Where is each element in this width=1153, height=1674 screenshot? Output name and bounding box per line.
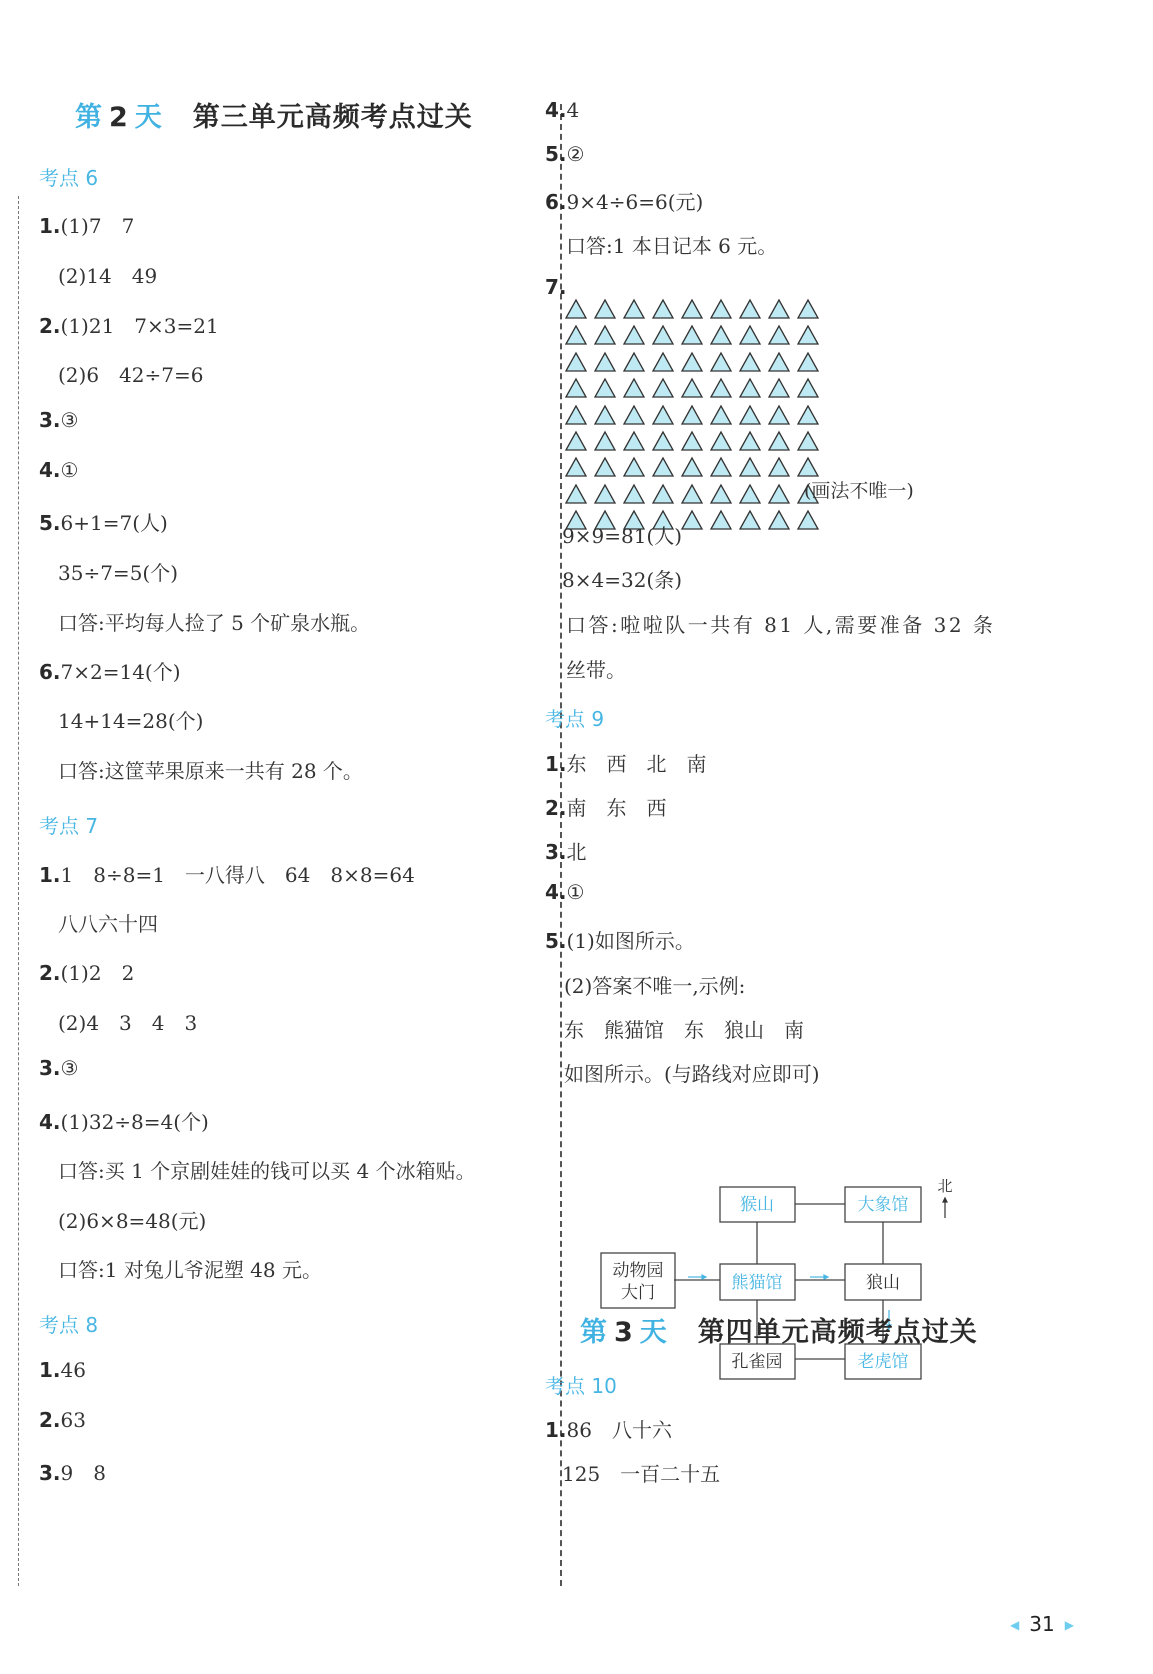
triangle-icon [563, 296, 592, 322]
triangle-icon [795, 349, 824, 375]
triangle-icon [708, 322, 737, 348]
answer-line: 口答:平均每人捡了 5 个矿泉水瓶。 [58, 611, 371, 635]
triangle-row [563, 481, 824, 507]
triangle-row [563, 296, 824, 322]
triangle-icon [766, 428, 795, 454]
triangle-icon [795, 428, 824, 454]
answer-line: 3.北 [545, 840, 587, 864]
triangle-icon [679, 296, 708, 322]
triangle-icon [766, 349, 795, 375]
triangle-icon [679, 428, 708, 454]
answer-line: 125 一百二十五 [562, 1462, 721, 1486]
triangle-row [563, 454, 824, 480]
answer-line: 2.南 东 西 [545, 796, 667, 820]
answer-line: (2)4 3 4 3 [58, 1011, 198, 1035]
triangle-icon [795, 402, 824, 428]
triangle-icon [592, 349, 621, 375]
triangle-icon [795, 375, 824, 401]
triangle-icon [679, 375, 708, 401]
answer-line: 4.① [39, 458, 79, 482]
triangle-icon [650, 402, 679, 428]
triangle-icon [737, 481, 766, 507]
triangle-icon [563, 454, 592, 480]
triangle-icon [650, 481, 679, 507]
triangle-icon [795, 507, 824, 533]
answer-line: 7. [545, 275, 567, 299]
answer-line: 东 熊猫馆 东 狼山 南 [564, 1018, 804, 1042]
triangle-icon [737, 402, 766, 428]
day-suffix: 天 [134, 102, 163, 133]
triangle-icon [621, 481, 650, 507]
triangle-icon [766, 296, 795, 322]
answer-line: 8×4=32(条) [562, 568, 683, 592]
triangle-icon [679, 322, 708, 348]
map-node-gate: 动物园 [612, 1261, 664, 1281]
triangle-icon [621, 349, 650, 375]
prev-page-icon: ◀ [1010, 1618, 1020, 1632]
triangle-row [563, 375, 824, 401]
map-node-panda: 熊猫馆 [731, 1273, 783, 1293]
day2-title [75, 95, 473, 134]
answer-line: 5.6+1=7(人) [39, 511, 168, 535]
answer-line: 14+14=28(个) [58, 709, 204, 733]
triangle-icon [650, 375, 679, 401]
triangle-icon [650, 322, 679, 348]
day-number: 2 [109, 102, 129, 133]
triangle-icon [650, 454, 679, 480]
answer-line: 丝带。 [566, 658, 626, 682]
triangle-icon [592, 428, 621, 454]
triangle-icon [679, 507, 708, 533]
triangle-icon [650, 349, 679, 375]
triangle-icon [766, 507, 795, 533]
map-node-elephant: 大象馆 [857, 1195, 909, 1215]
triangle-icon [621, 375, 650, 401]
answer-line: 2.63 [39, 1408, 86, 1432]
answer-line: (2)答案不唯一,示例: [564, 974, 746, 998]
answer-line: (2)6 42÷7=6 [58, 363, 204, 387]
answer-line: 1.86 八十六 [545, 1418, 672, 1442]
triangle-icon [592, 375, 621, 401]
triangle-icon [650, 296, 679, 322]
triangle-row [563, 349, 824, 375]
day-prefix: 第 [580, 1317, 608, 1348]
answer-line: (2)14 49 [58, 264, 158, 288]
map-node-tiger: 老虎馆 [857, 1352, 909, 1372]
kaodian-7-heading: 考点 7 [39, 814, 99, 838]
triangle-icon [708, 507, 737, 533]
answer-line: 1.46 [39, 1358, 86, 1382]
answer-line: 1.东 西 北 南 [545, 752, 707, 776]
map-node-wolf-hill: 狼山 [866, 1273, 900, 1293]
triangle-icon [592, 296, 621, 322]
triangle-icon [766, 454, 795, 480]
triangle-icon [679, 402, 708, 428]
north-label: 北 [937, 1177, 953, 1195]
answer-line: 2.(1)2 2 [39, 961, 135, 985]
map-node-peacock: 孔雀园 [731, 1352, 783, 1372]
triangle-icon [563, 322, 592, 348]
kaodian-9-heading: 考点 9 [545, 707, 605, 731]
triangle-icon [592, 481, 621, 507]
triangle-icon [766, 402, 795, 428]
left-margin-dashed-line [18, 196, 19, 1586]
triangle-icon [737, 454, 766, 480]
page-number [1000, 1612, 1084, 1636]
unit-title: 第三单元高频考点过关 [192, 102, 473, 133]
day-prefix: 第 [75, 102, 103, 133]
triangle-icon [708, 375, 737, 401]
triangle-icon [737, 507, 766, 533]
triangle-icon [795, 296, 824, 322]
answer-line: (2)6×8=48(元) [58, 1209, 207, 1233]
triangle-icon [679, 481, 708, 507]
triangle-icon [563, 375, 592, 401]
answer-line: 4.① [545, 880, 585, 904]
triangle-icon [737, 428, 766, 454]
triangle-icon [621, 296, 650, 322]
triangle-icon [737, 375, 766, 401]
triangle-icon [592, 402, 621, 428]
triangle-icon [563, 402, 592, 428]
triangle-icon [621, 402, 650, 428]
kaodian-8-heading: 考点 8 [39, 1313, 99, 1337]
answer-line: 口答:1 本日记本 6 元。 [566, 234, 778, 258]
triangle-icon [766, 481, 795, 507]
answer-line: 6.9×4÷6=6(元) [545, 190, 704, 214]
answer-line: 1.(1)7 7 [39, 214, 135, 238]
triangle-icon [563, 428, 592, 454]
triangle-icon [563, 481, 592, 507]
answer-line: 3.③ [39, 408, 79, 432]
triangle-icon [795, 322, 824, 348]
triangle-icon [708, 349, 737, 375]
triangle-row [563, 322, 824, 348]
triangle-array-9x9 [563, 296, 824, 534]
triangle-icon [737, 296, 766, 322]
triangle-icon [737, 349, 766, 375]
triangle-icon [592, 322, 621, 348]
triangle-row [563, 428, 824, 454]
triangle-icon [708, 454, 737, 480]
triangle-icon [592, 454, 621, 480]
answer-line: 八八六十四 [58, 912, 158, 936]
triangle-icon [708, 481, 737, 507]
triangle-icon [737, 322, 766, 348]
triangle-icon [679, 454, 708, 480]
answer-line: 3.9 8 [39, 1461, 106, 1485]
map-node-monkey-hill: 猴山 [740, 1195, 774, 1215]
answer-line: 9×9=81(人) [562, 524, 683, 548]
triangle-icon [708, 296, 737, 322]
answer-line: 4.(1)32÷8=4(个) [39, 1110, 209, 1134]
next-page-icon: ▶ [1064, 1618, 1074, 1632]
page-number-label: 31 [1029, 1612, 1055, 1636]
kaodian-6-heading: 考点 6 [39, 166, 99, 190]
kaodian-10-heading: 考点 10 [545, 1374, 617, 1398]
triangle-icon [621, 454, 650, 480]
answer-line: 口答:1 对兔儿爷泥塑 48 元。 [58, 1258, 322, 1282]
triangle-icon [708, 402, 737, 428]
map-node-gate-2: 大门 [621, 1283, 655, 1303]
answer-line: 35÷7=5(个) [58, 561, 179, 585]
answer-line: 6.7×2=14(个) [39, 660, 181, 684]
drawing-note: (画法不唯一) [804, 480, 914, 502]
answer-line: 口答:买 1 个京剧娃娃的钱可以买 4 个冰箱贴。 [58, 1159, 476, 1183]
answer-line: 2.(1)21 7×3=21 [39, 314, 219, 338]
answer-line: 1.1 8÷8=1 一八得八 64 8×8=64 [39, 863, 415, 887]
answer-line: 如图所示。(与路线对应即可) [564, 1062, 820, 1086]
triangle-icon [766, 375, 795, 401]
triangle-icon [621, 322, 650, 348]
day-number: 3 [614, 1317, 634, 1348]
answer-line: 5.(1)如图所示。 [545, 929, 695, 953]
answer-line: 4.4 [545, 98, 580, 122]
unit-title: 第四单元高频考点过关 [697, 1317, 978, 1348]
answer-line: 3.③ [39, 1056, 79, 1080]
triangle-icon [708, 428, 737, 454]
triangle-icon [563, 349, 592, 375]
answer-line: 口答:啦啦队一共有 81 人,需要准备 32 条 [566, 613, 996, 637]
triangle-icon [679, 349, 708, 375]
day-suffix: 天 [639, 1317, 668, 1348]
triangle-icon [766, 322, 795, 348]
triangle-icon [621, 428, 650, 454]
answer-line: 5.② [545, 142, 585, 166]
answer-line: 口答:这筐苹果原来一共有 28 个。 [58, 759, 363, 783]
triangle-row [563, 402, 824, 428]
day3-title [580, 1310, 978, 1349]
triangle-icon [650, 428, 679, 454]
